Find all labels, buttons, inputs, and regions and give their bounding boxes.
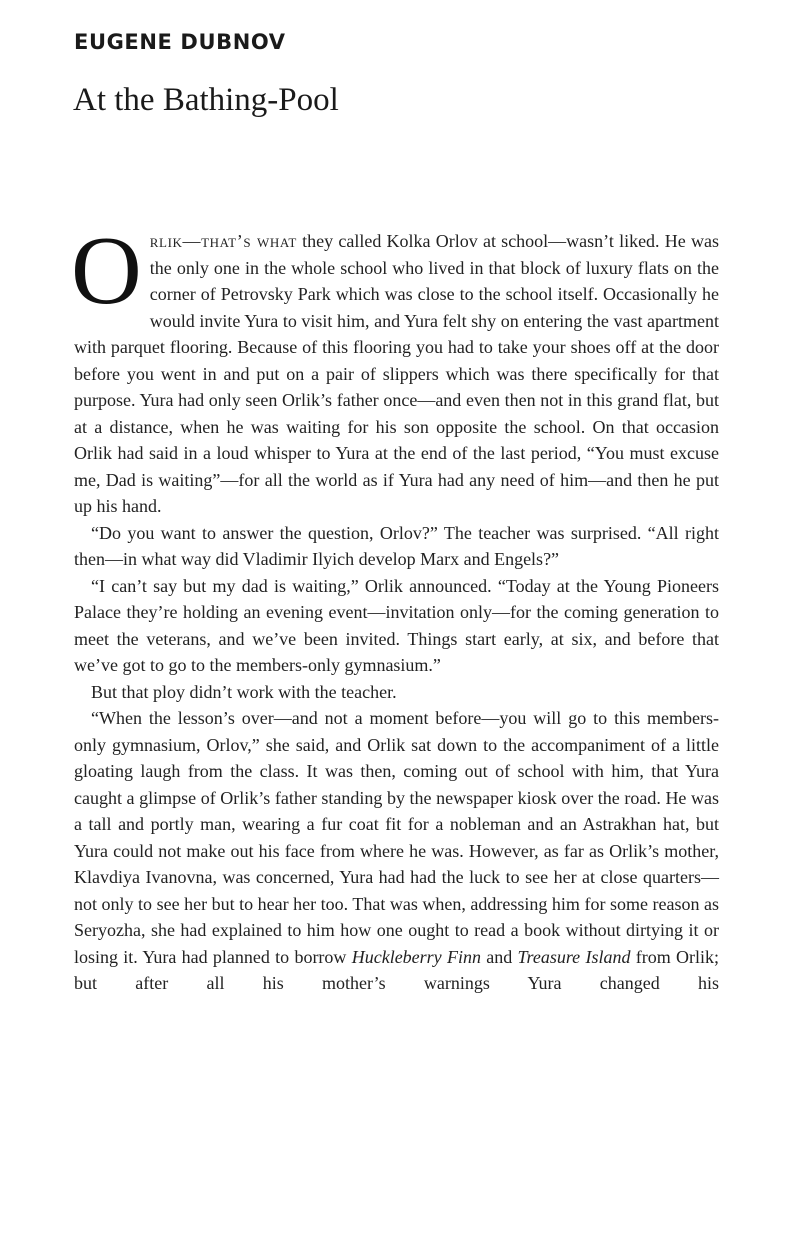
paragraph-5-text: “When the lesson’s over—and not a moment before—you will go to this members-only gymnasium, Orlov,” she said, and Orlik sat down to the accompaniment of a little gloating laugh from the class. It was then, coming out of school with him, that Yura caught a glimpse of Orlik’s father standing by the newspaper kiosk over the road. He was a tall and portly man, wearing a fur coat fit for a nobleman and an Astrakhan hat, but Yura could not make out his face from where he was. However, as far as Orlik’s mother, Klavdiya Ivanovna, was concerned, Yura had had the luck to see her at close quarters—not only to see her but to hear her too. That was when, addressing him for some reason as Seryozha, she had explained to him how one ought to read a book without dirtying it or losing it. Yura had planned to borrow [74,708,719,967]
book-title-huckleberry-finn: Huckleberry Finn [351,946,481,967]
conjunction-text: and [480,946,518,967]
author-header: EUGENE DUBNOV [74,30,286,54]
paragraph-3: “I can’t say but my dad is waiting,” Orlik announced. “Today at the Young Pioneers Palace they’re holding an evening event—invitation only—for the coming generation to meet the veterans, and we’ve been invited. Things start early, at six, and before that we’ve got to go to the members-only gymnasium.” [74,575,719,675]
book-title-treasure-island: Treasure Island [517,946,631,967]
paragraph-2: “Do you want to answer the question, Orlov?” The teacher was surprised. “All right then—in what way did Vladimir Ilyich develop Marx and Engels?” [74,522,719,569]
opening-small-caps: rlik—that’s what [149,231,297,251]
paragraph-5 [74,705,719,997]
story-body [71,217,719,997]
drop-cap: O [71,217,142,325]
story-title: At the Bathing-Pool [73,82,339,118]
paragraph-1-text: they called Kolka Orlov at school—wasn’t liked. He was the only one in the whole school who lived in that block of luxury flats on the corner of Petrovsky Park which was close to the school itself. Occasionally he would invite Yura to visit him, and Yura felt shy on entering the vast apartment with parquet flooring. Because of this flooring you had to take your shoes off at the door before you went in and put on a pair of slippers which was there specifically for that purpose. Yura had only seen Orlik’s father once—and even then not in this grand flat, but at a distance, when he was waiting for his son opposite the school. On that occasion Orlik had said in a loud whisper to Yura at the end of the last period, “You must excuse me, Dad is waiting”—for all the world as if Yura had any need of him—and then he put up his hand. [74,231,719,516]
paragraph-1 [71,217,719,520]
paragraph-5-end: from Orlik; but after all his mother’s warnings Yura changed his [74,946,719,993]
paragraph-4: But that ploy didn’t work with the teacher. [91,681,397,702]
